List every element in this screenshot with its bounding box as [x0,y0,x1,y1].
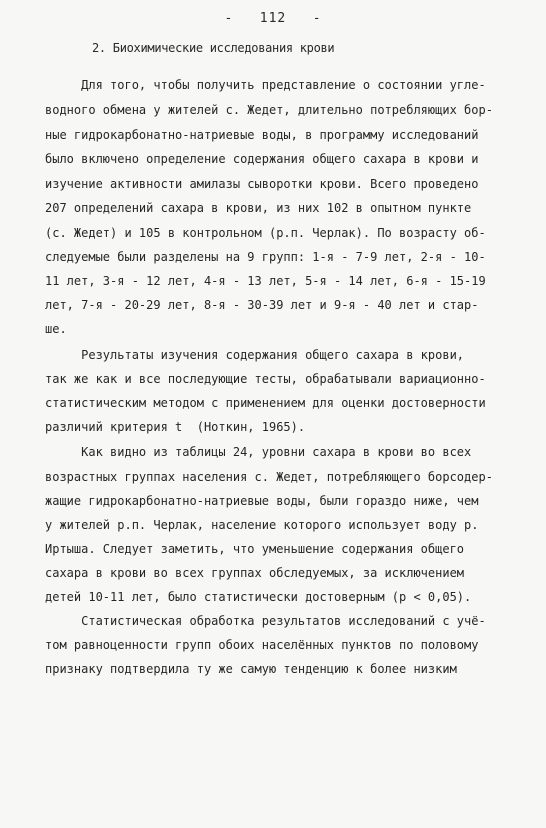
text-line: 207 определений сахара в крови, из них 102 в опытном пункте [45,201,472,215]
text-line: следуемые были разделены на 9 групп: 1-я - 7-9 лет, 2-я - 10- [45,250,486,264]
text-line: было включено определение содержания общего сахара в крови и [45,152,479,166]
text-line: так же как и все последующие тесты, обрабатывали вариационно- [45,372,486,386]
text-line: статистическим методом с применением для оценки достоверности [45,396,486,410]
text-line: возрастных группах населения с. Жедет, потребляющего борсодер- [45,470,493,484]
text-line: лет, 7-я - 20-29 лет, 8-я - 30-39 лет и 9-я - 40 лет и стар- [45,298,479,312]
text-line: Для того, чтобы получить представление о состоянии угле- [45,78,486,92]
text-line: изучение активности амилазы сыворотки крови. Всего проведено [45,177,479,191]
text-line: Результаты изучения содержания общего сахара в крови, [45,348,465,362]
text-line: Иртыша. Следует заметить, что уменьшение содержания общего [45,542,465,556]
text-line: ше. [45,322,67,336]
text-line: (с. Жедет) и 105 в контрольном (р.п. Черлак). По возрасту об- [45,226,486,240]
text-line: ные гидрокарбонатно-натриевые воды, в программу исследований [45,128,479,142]
text-line: детей 10-11 лет, было статистически достоверным (р < 0,05). [45,590,472,604]
text-line: том равноценности групп обоих населённых пунктов по половому [45,638,479,652]
text-line: Статистическая обработка результатов исследований с учё- [45,614,486,628]
text-line: водного обмена у жителей с. Жедет, длительно потребляющих бор- [45,103,493,117]
text-line: Как видно из таблицы 24, уровни сахара в крови во всех [45,445,472,459]
page-number: - 112 - [224,11,322,26]
text-line: 11 лет, 3-я - 12 лет, 4-я - 13 лет, 5-я - 14 лет, 6-я - 15-19 [45,274,486,288]
text-line: различий критерия t (Ноткин, 1965). [45,420,306,434]
text-line: признаку подтвердила ту же самую тенденцию к более низким [45,662,457,676]
section-heading: 2. Биохимические исследования крови [92,41,335,55]
text-line: у жителей р.п. Черлак, население которого использует воду р. [45,518,479,532]
text-line: сахара в крови во всех группах обследуемых, за исключением [45,566,465,580]
text-line: жащие гидрокарбонатно-натриевые воды, были гораздо ниже, чем [45,494,479,508]
